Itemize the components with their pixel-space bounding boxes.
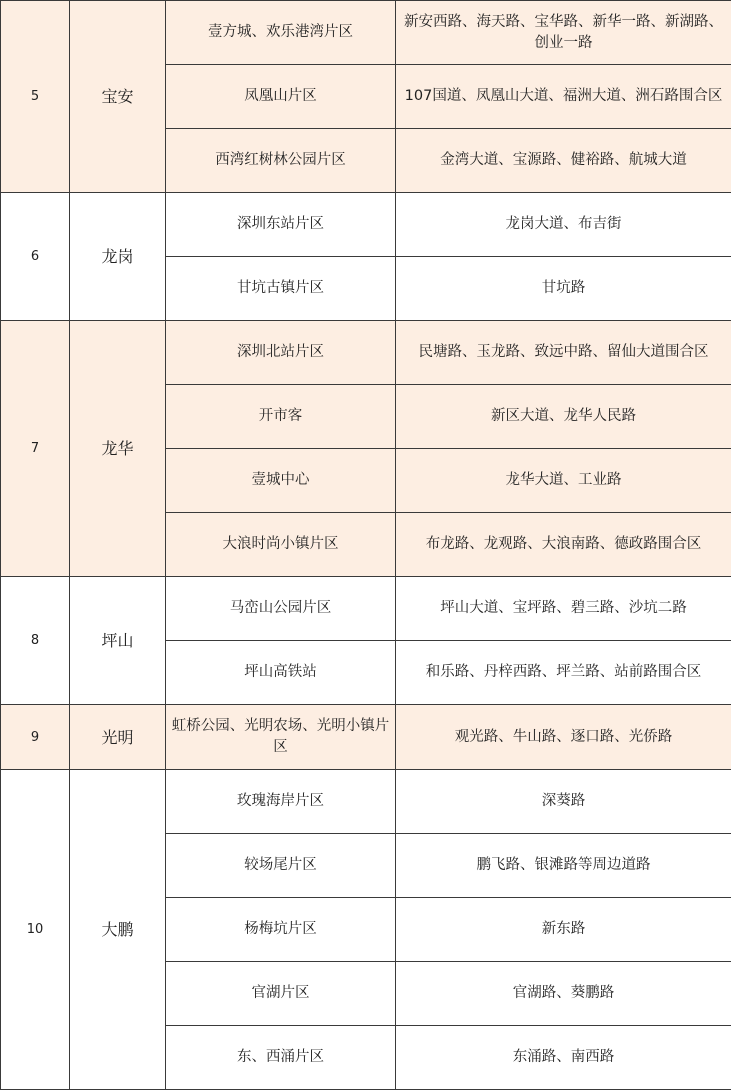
table-row: [1, 577, 731, 641]
table-row: [1, 705, 731, 770]
roads-cell: 鹏飞路、银滩路等周边道路: [396, 834, 731, 898]
district-cell: 坪山: [70, 577, 166, 705]
area-cell: 西湾红树林公园片区: [166, 129, 396, 193]
area-cell: 深圳东站片区: [166, 193, 396, 257]
district-cell: 宝安: [70, 1, 166, 193]
district-cell: 龙岗: [70, 193, 166, 321]
roads-cell: 观光路、牛山路、逐口路、光侨路: [396, 705, 731, 770]
area-cell: 开市客: [166, 385, 396, 449]
area-cell: 马峦山公园片区: [166, 577, 396, 641]
table-row: [1, 321, 731, 385]
roads-cell: 坪山大道、宝坪路、碧三路、沙坑二路: [396, 577, 731, 641]
table-row: [1, 770, 731, 834]
area-cell: 虹桥公园、光明农场、光明小镇片区: [166, 705, 396, 770]
area-cell: 凤凰山片区: [166, 65, 396, 129]
area-cell: 深圳北站片区: [166, 321, 396, 385]
row-number-cell: 7: [1, 321, 70, 577]
roads-cell: 甘坑路: [396, 257, 731, 321]
row-number-cell: 5: [1, 1, 70, 193]
area-cell: 甘坑古镇片区: [166, 257, 396, 321]
roads-cell: 龙岗大道、布吉街: [396, 193, 731, 257]
roads-cell: 金湾大道、宝源路、健裕路、航城大道: [396, 129, 731, 193]
area-cell: 壹方城、欢乐港湾片区: [166, 1, 396, 65]
roads-cell: 和乐路、丹梓西路、坪兰路、站前路围合区: [396, 641, 731, 705]
district-cell: 大鹏: [70, 770, 166, 1090]
row-number-cell: 9: [1, 705, 70, 770]
roads-cell: 民塘路、玉龙路、致远中路、留仙大道围合区: [396, 321, 731, 385]
area-cell: 坪山高铁站: [166, 641, 396, 705]
roads-cell: 官湖路、葵鹏路: [396, 962, 731, 1026]
roads-cell: 深葵路: [396, 770, 731, 834]
area-cell: 杨梅坑片区: [166, 898, 396, 962]
area-cell: 玫瑰海岸片区: [166, 770, 396, 834]
roads-cell: 新区大道、龙华人民路: [396, 385, 731, 449]
area-cell: 官湖片区: [166, 962, 396, 1026]
roads-cell: 新安西路、海天路、宝华路、新华一路、新湖路、创业一路: [396, 1, 731, 65]
district-cell: 龙华: [70, 321, 166, 577]
area-cell: 东、西涌片区: [166, 1026, 396, 1090]
district-cell: 光明: [70, 705, 166, 770]
roads-cell: 龙华大道、工业路: [396, 449, 731, 513]
table-row: [1, 1, 731, 65]
roads-cell: 107国道、凤凰山大道、福洲大道、洲石路围合区: [396, 65, 731, 129]
area-cell: 大浪时尚小镇片区: [166, 513, 396, 577]
area-cell: 壹城中心: [166, 449, 396, 513]
row-number-cell: 8: [1, 577, 70, 705]
area-cell: 较场尾片区: [166, 834, 396, 898]
row-number-cell: 6: [1, 193, 70, 321]
roads-cell: 东涌路、南西路: [396, 1026, 731, 1090]
roads-cell: 布龙路、龙观路、大浪南路、德政路围合区: [396, 513, 731, 577]
table-body: [1, 1, 731, 1090]
roads-cell: 新东路: [396, 898, 731, 962]
table-row: [1, 193, 731, 257]
row-number-cell: 10: [1, 770, 70, 1090]
